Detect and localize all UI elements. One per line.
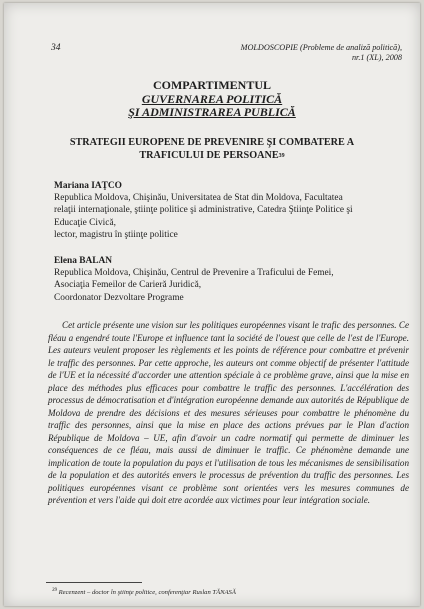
author-name: Elena BALAN xyxy=(54,256,113,266)
author-affiliation-line: relaţii internaţionale, ştiinţe politice şi administrative, Catedra Ştiinţe Politice şi xyxy=(54,205,353,216)
footnote-mark: 39 xyxy=(52,588,57,593)
title-footnote-mark: 39 xyxy=(278,152,285,159)
author-affiliation-line: Educaţie Civică, xyxy=(54,217,116,228)
abstract: Cet article présente une vision sur les politiques européennes visant le trafic des personnes. Ce fléau a engendré toute l'Europe et influence tant la société de l'ouest que celle de l'est de l'Europe. Les auteurs veulent proposer les règlements et les points de référence pour combattre et prévenir le traffic des personnes. Par cette approche, les auteurs ont comme objectif de présenter l'attitude de l'UE et la nécessité d'accorder une attention spéciale à ce problème grave, ainsi que la mise en place des méthodes plus efficaces pour combattre le traffic des personnes. L'accélération des processus de démocratisation et d'intégration européenne demande aux autorités de République de Moldova de prendre des décisions et des mesures sérieuses pour combattre le phénomène du traffic des personnes, ainsi que la mise en place des actions prévues par le Plan d'action République de Moldova – UE, afin d'avoir un cadre normatif qui permette de diminuer les conséquences de ce fléau, mais aussi de diminuer le traffic. Ce phénomène demande une implication de toute la population du pays et l'utilisation de tous les mécanismes de sensibilisation de la population et des autorités envers le processus de prévention du traffic des personnes. Les politiques européennes visant ce problème sont orientées vers les mesures communes de prévention et vers l'aide qui doit etre acordée aux victimes pour leur intégration sociale. xyxy=(48,320,409,505)
footnote-divider xyxy=(46,582,142,583)
author-position: lector, magistru în ştiinţe politice xyxy=(54,229,178,240)
section-heading xyxy=(44,79,380,120)
article-title-line2-text: TRAFICULUI DE PERSOANE xyxy=(139,149,279,161)
section-label: COMPARTIMENTUL xyxy=(152,78,272,92)
section-title-line1: GUVERNAREA POLITICĂ xyxy=(141,91,283,106)
footnote-text: Recenzent – doctor în ştiinţe politice, conferenţiar Ruslan TĂNASĂ xyxy=(57,589,236,597)
author-block xyxy=(54,255,410,304)
section-title-line2: ŞI ADMINISTRAREA PUBLICĂ xyxy=(128,105,296,119)
article-title-line2 xyxy=(62,150,362,163)
journal-name: MOLDOSCOPIE (Probleme de analiză politică), xyxy=(240,43,402,52)
page-number: 34 xyxy=(51,43,61,53)
author-affiliation-line: Asociaţia Femeilor de Carieră Juridică, xyxy=(54,280,202,291)
author-affiliation-line: Republica Moldova, Chişinău, Centrul de Prevenire a Traficului de Femei, xyxy=(54,268,334,279)
footnote xyxy=(52,587,390,597)
author-name: Mariana IAŢCO xyxy=(54,181,122,191)
article-title xyxy=(62,137,362,162)
author-affiliation-line: Republica Moldova, Chişinău, Universitatea de Stat din Moldova, Facultatea xyxy=(54,193,343,204)
document-page xyxy=(4,3,420,606)
author-position: Coordonator Dezvoltare Programe xyxy=(54,292,184,303)
author-block xyxy=(54,180,410,241)
journal-issue: nr.1 (XL), 2008 xyxy=(351,53,402,62)
article-title-line1: STRATEGII EUROPENE DE PREVENIRE ŞI COMBATERE A xyxy=(69,137,355,148)
